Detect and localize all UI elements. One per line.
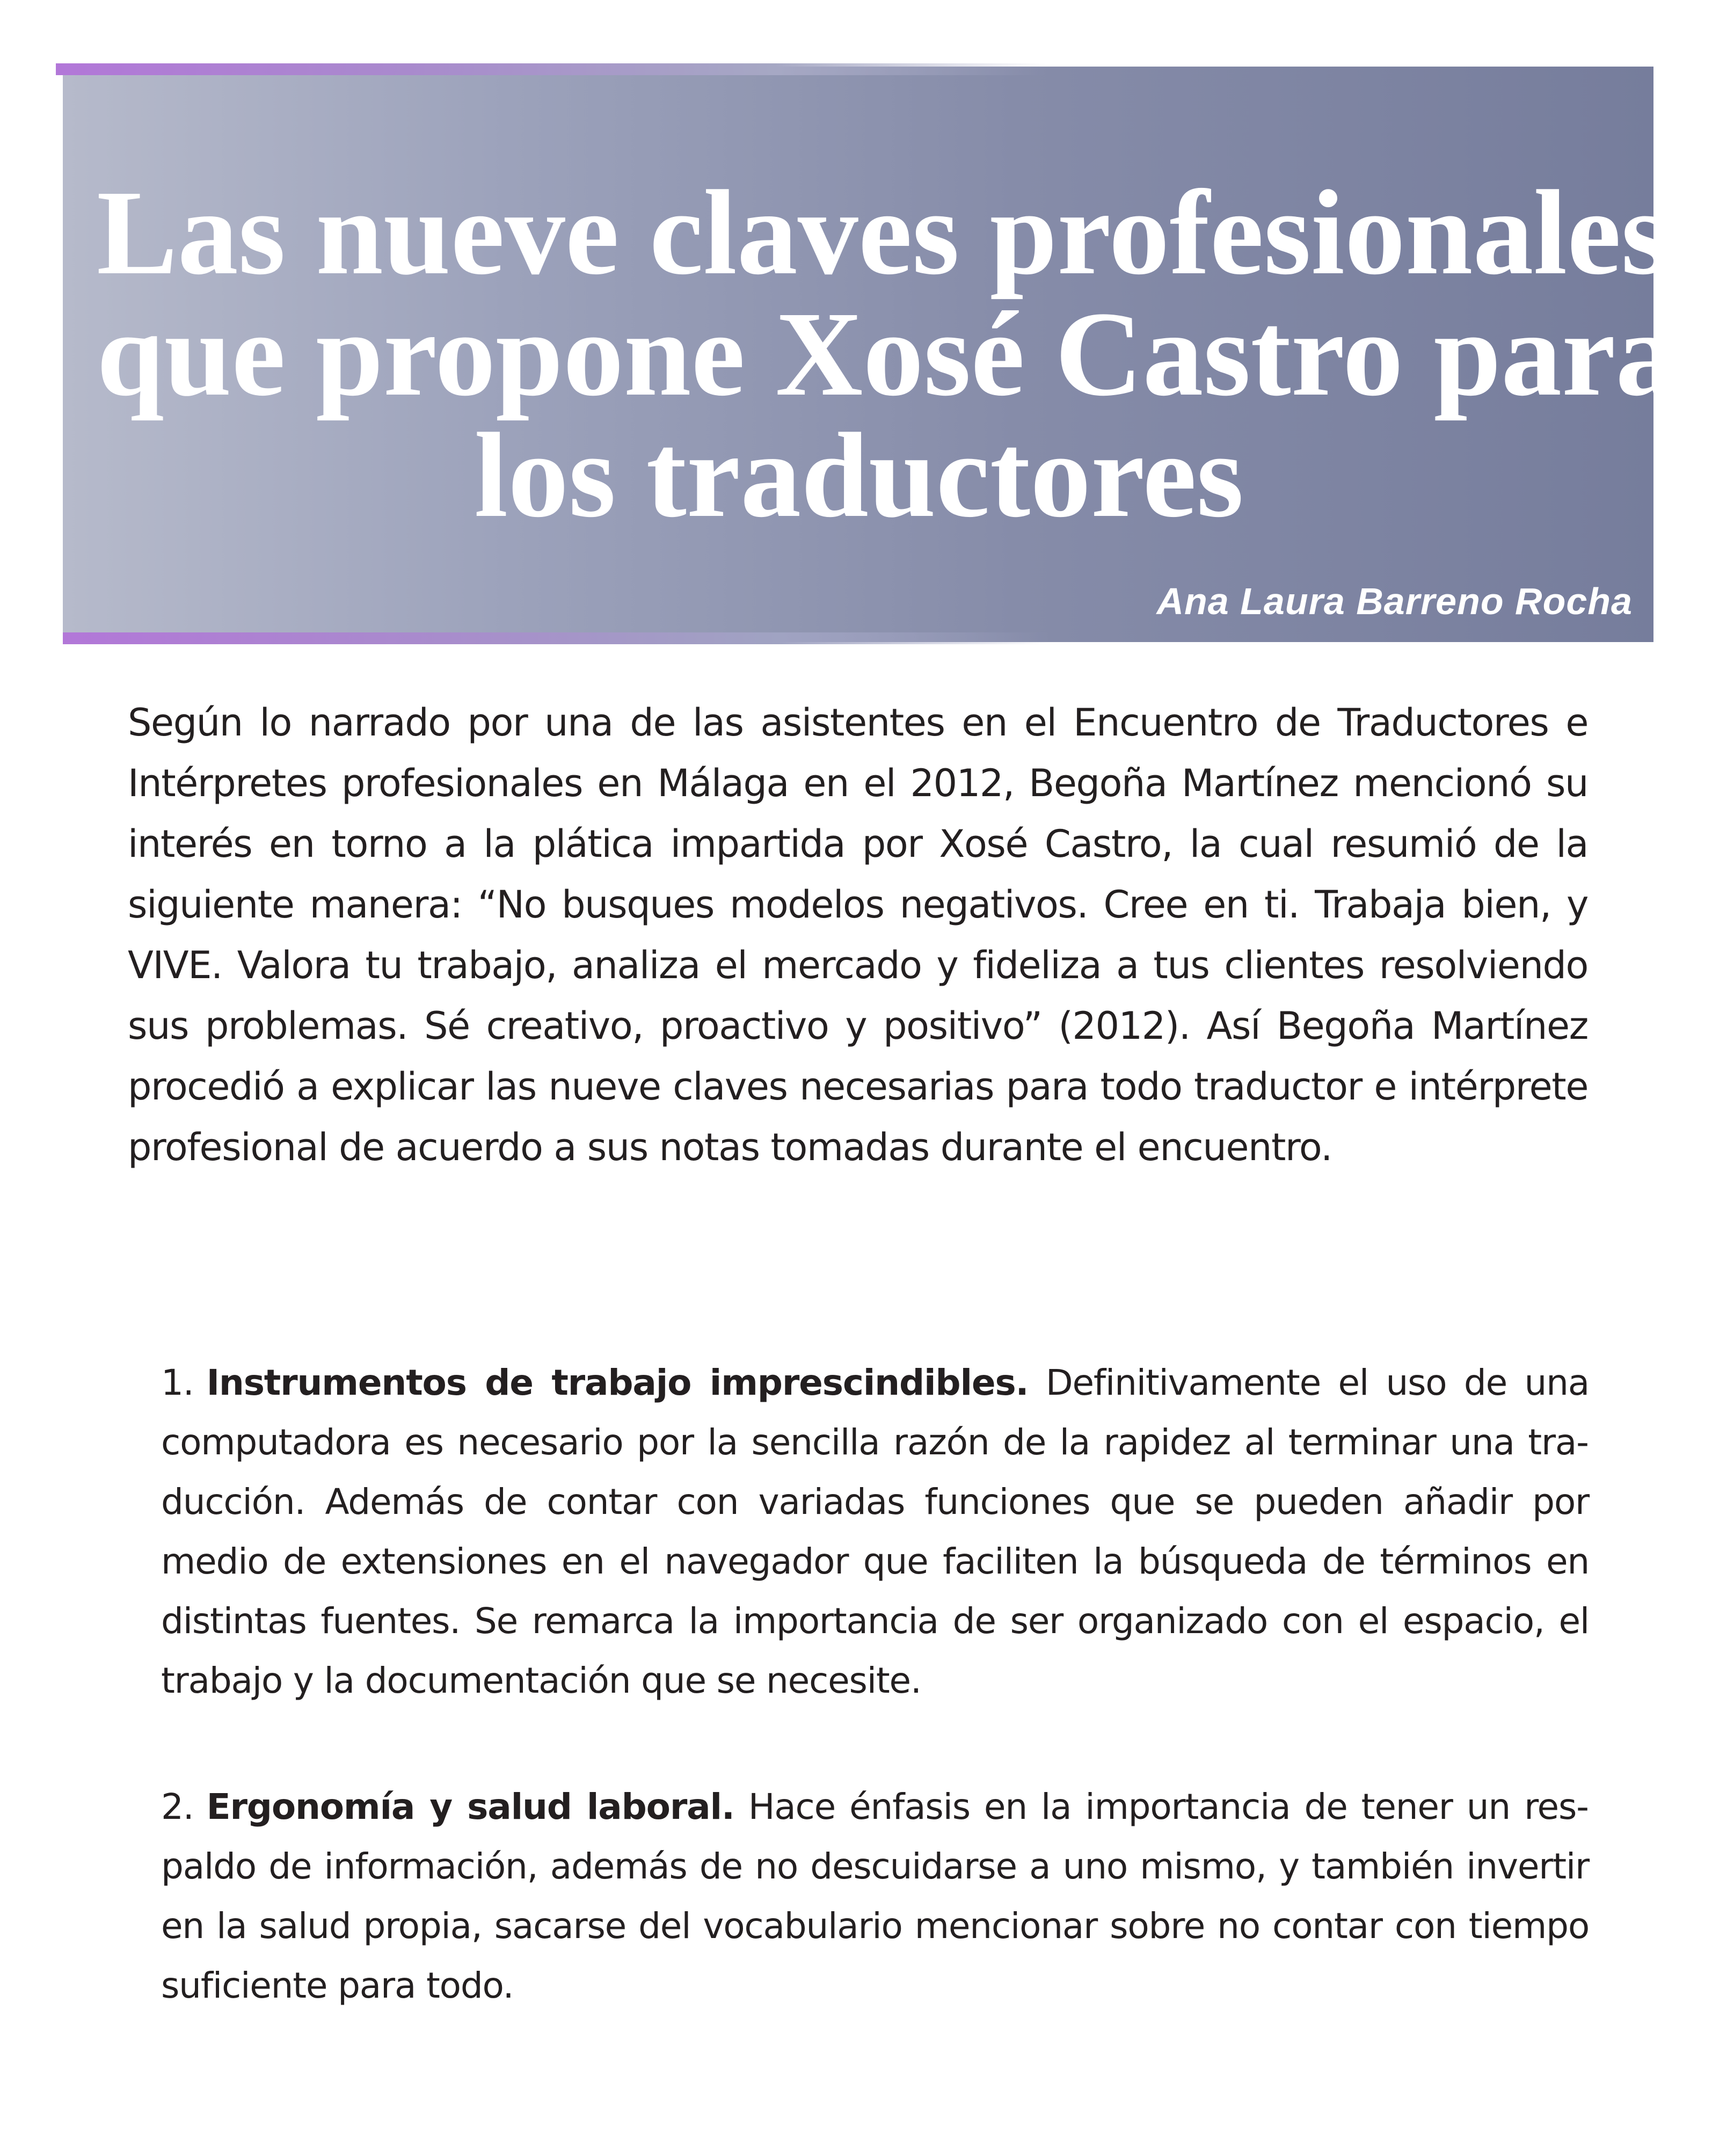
list-item xyxy=(161,1777,1589,2015)
banner-accent-top xyxy=(56,63,1653,75)
intro-paragraph: Según lo narrado por una de las asistentes en el Encuentro de Traductores e Intérpretes profesionales en Málaga en el 2012, Begoña Martínez mencionó su interés en torno a la plática impartida por Xosé Castro, la cual resumió de la siguiente manera: “No busques modelos negativos. Cree en ti. Trabaja bien, y VIVE. Valora tu trabajo, analiza el mercado y fideliza a tus clientes resolviendo sus problemas. Sé creativo, proactivo y positivo” (2012). Así Begoña Martínez procedió a explicar las nueve claves necesarias para todo traductor e intérprete profesional de acuerdo a sus notas tomadas durante el encuentro. xyxy=(128,701,1588,1169)
list-item-number: 2. xyxy=(161,1786,194,1827)
article-author: Ana Laura Barreno Rocha xyxy=(1156,580,1633,622)
title-line-3: los traductores xyxy=(474,408,1244,542)
list-item-heading: Ergonomía y salud laboral. xyxy=(206,1786,734,1827)
banner-accent-bottom xyxy=(63,632,1653,644)
list-item-heading: Instrumentos de trabajo imprescindibles. xyxy=(206,1362,1029,1403)
list-item xyxy=(161,1353,1589,1710)
list-item-text: Hace énfasis en la importancia de tener un respaldo de información, además de no descuidarse a uno mismo, y también invertir en la salud propia, sacarse del vocabulario mencionar sobre no contar con tiempo suficiente para todo. xyxy=(161,1786,1589,2006)
list-item-text: Definitivamente el uso de una computadora es necesario por la sencilla razón de la rapidez al terminar una traducción. Además de contar con variadas funciones que se pueden añadir por medio de extensiones en el navegador que faciliten la búsqueda de términos en distintas fuentes. Se remarca la importancia de ser organizado con el espacio, el trabajo y la documentación que se necesite. xyxy=(161,1362,1589,1701)
list-item-number: 1. xyxy=(161,1362,194,1403)
title-line-2: que propone Xosé Castro para xyxy=(97,287,1677,421)
title-line-1: Las nueve claves profesionales xyxy=(97,165,1669,300)
article-title xyxy=(97,165,1677,542)
